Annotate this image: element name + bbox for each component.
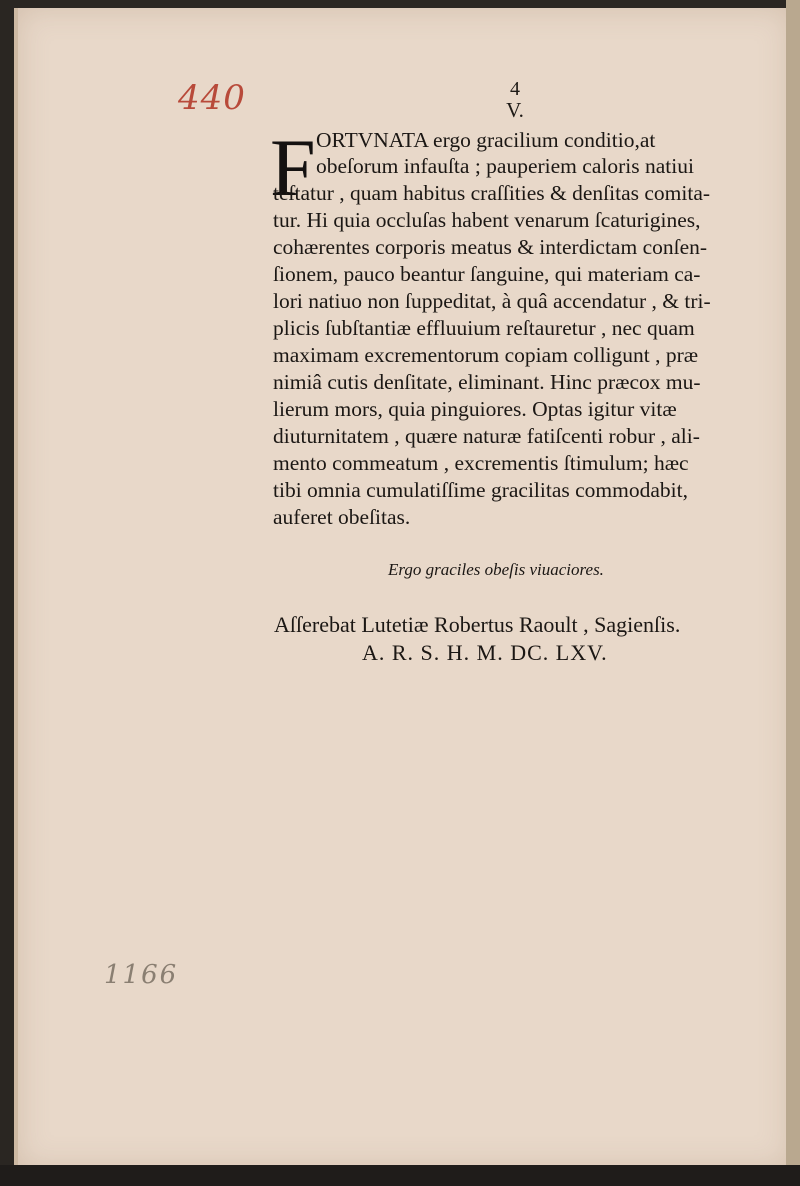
section-number: V.: [506, 98, 524, 122]
text-line: cohærentes corporis meatus & interdictam conſen-: [273, 235, 708, 259]
page-number: 4: [510, 78, 520, 100]
text-line: ſionem, pauco beantur ſanguine, qui materiam ca-: [273, 262, 701, 286]
text-line: maximam excrementorum copiam colligunt , præ: [273, 343, 699, 367]
page-edge-bottom: [0, 1165, 800, 1186]
text-line: ORTVNATA ergo gracilium conditio,at: [316, 128, 656, 152]
shelfmark-annotation: 440: [178, 78, 246, 118]
text-line: lierum mors, quia pinguiores. Optas igitur vitæ: [273, 397, 677, 421]
text-line: auferet obeſitas.: [273, 505, 411, 529]
drop-cap: F: [270, 122, 316, 213]
text-line: nimiâ cutis denſitate, eliminant. Hinc præcox mu-: [273, 370, 701, 394]
text-line: diuturnitatem , quære naturæ fatiſcenti robur , ali-: [273, 424, 700, 448]
conclusion-line: Ergo graciles obeſis viuaciores.: [388, 560, 604, 579]
page-edge-right: [786, 0, 800, 1186]
text-line: tibi omnia cumulatiſſime gracilitas commodabit,: [273, 478, 688, 502]
date-line: A. R. S. H. M. DC. LXV.: [362, 640, 608, 665]
defense-line: Aſſerebat Lutetiæ Robertus Raoult , Sagienſis.: [274, 612, 681, 637]
catalog-number-annotation: 1166: [104, 960, 179, 990]
text-line: plicis ſubſtantiæ effluuium reſtauretur , nec quam: [273, 316, 695, 340]
text-line: mento commeatum , excrementis ſtimulum; hæc: [273, 451, 689, 475]
text-line: teſtatur , quam habitus craſſities & denſitas comita-: [273, 181, 711, 205]
text-line: obeſorum infauſta ; pauperiem caloris natiui: [316, 154, 694, 178]
text-line: lori natiuo non ſuppeditat, à quâ accendatur , & tri-: [273, 289, 711, 313]
text-line: tur. Hi quia occluſas habent venarum ſcaturigines,: [273, 208, 701, 232]
